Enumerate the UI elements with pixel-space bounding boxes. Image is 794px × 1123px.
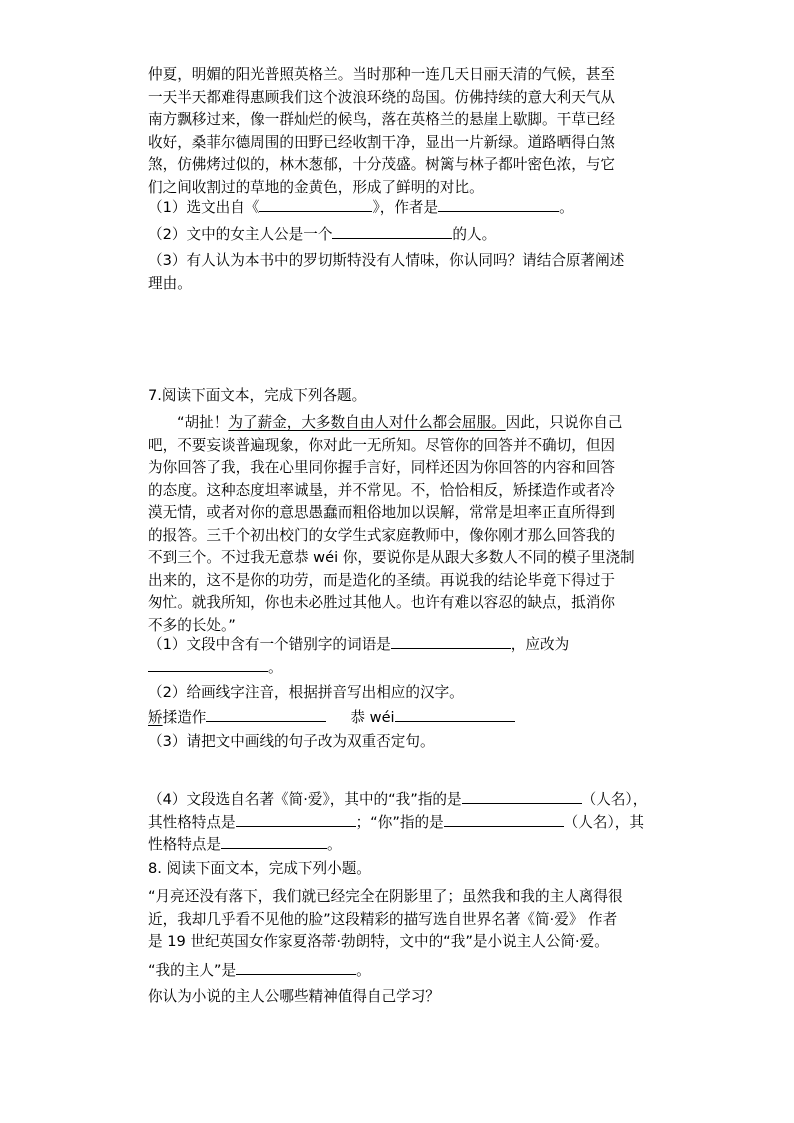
passage-line: 收好，桑菲尔德周围的田野已经收割干净，显出一片新绿。道路晒得白煞 [148, 133, 616, 151]
passage-line: “胡扯！为了薪金，大多数自由人对什么都会屈服。因此，只说你自己 [177, 414, 623, 431]
passage-line: 的态度。这种态度坦率诚垦，并不常见。不，恰恰相反，矫揉造作或者冷 [148, 481, 616, 499]
answer-blank[interactable] [438, 195, 559, 212]
question-7-4: （4）文段选自名著《简·爱》，其中的“我”指的是 （人名）， 其性格特点是 ；“你”指的是 （人名），其 性格特点是 。 [148, 787, 678, 855]
question-7-1: （1）文段中含有一个错别字的词语是 ，应改为 。 [148, 632, 678, 677]
answer-blank[interactable] [391, 632, 511, 649]
passage-line: 一天半天都难得惠顾我们这个波浪环绕的岛国。仿佛持续的意大利天气从 [148, 88, 616, 106]
underlined-char: 矫 [148, 708, 163, 726]
passage-line: 近，我却几乎看不见他的脸”这段精彩的描写选自世界名著《简·爱》 作者 [148, 910, 618, 928]
passage-line: 的报答。三千个初出校门的女学生式家庭教师中，像你刚才那么回答我的 [148, 526, 616, 544]
question-6-2: （2）文中的女主人公是一个 的人。 [148, 222, 678, 247]
answer-blank[interactable] [395, 705, 515, 722]
passage-line: 不到三个。不过我无意恭 wéi 你，要说你是从跟大多数人不同的模子里浇制 [148, 549, 635, 566]
passage-line: 仲夏，明媚的阳光普照英格兰。当时那种一连几天日丽天清的气候，甚至 [148, 66, 616, 83]
answer-blank[interactable] [332, 222, 452, 239]
passage-7 [148, 412, 678, 637]
passage-line: 为你回答了我，我在心里同你握手言好，同样还因为你回答的内容和回答 [148, 459, 616, 476]
question-6-1: （1）选文出自《 》，作者是 。 [148, 195, 678, 220]
answer-blank[interactable] [148, 655, 268, 672]
answer-blank[interactable] [462, 787, 582, 804]
answer-blank[interactable] [259, 195, 372, 212]
question-8-2: 你认为小说的主人公哪些精神值得自己学习？ [148, 988, 440, 1005]
passage-line: 吧，不要妄谈普遍现象，你对此一无所知。尽管你的回答并不确切，但因 [148, 436, 616, 454]
question-7-2: （2）给画线字注音，根据拼音写出相应的汉字。 矫揉造作 恭 wéi [148, 682, 678, 727]
question-8-1: “我的主人”是 。 [148, 958, 678, 983]
passage-6 [148, 64, 678, 199]
answer-blank[interactable] [206, 705, 326, 722]
passage-line: 匆忙。就我所知，你也未必胜过其他人。也许有难以容忍的缺点，抵消你 [148, 594, 616, 611]
question-7-title: 7.阅读下面文本，完成下列各题。 [148, 387, 367, 404]
question-8-title: 8. 阅读下面文本，完成下列小题。 [148, 860, 371, 877]
passage-line: 煞，仿佛烤过似的，林木葱郁，十分茂盛。树篱与林子都叶密色浓，与它 [148, 156, 616, 173]
passage-line: 是 19 世纪英国女作家夏洛蒂·勃朗特，文中的“我”是小说主人公简·爱。 [148, 933, 609, 950]
answer-blank[interactable] [236, 810, 356, 827]
passage-8 [148, 886, 678, 954]
answer-blank[interactable] [221, 832, 327, 849]
passage-line: 南方飘移过来，像一群灿烂的候鸟，落在英格兰的悬崖上歇脚。干草已经 [148, 111, 616, 128]
underlined-sentence: 为了薪金，大多数自由人对什么都会屈服。 [228, 414, 506, 431]
answer-blank[interactable] [236, 958, 356, 975]
passage-line: “月亮还没有落下，我们就已经完全在阴影里了；虽然我和我的主人离得很 [148, 888, 623, 905]
passage-line: 漠无情，或者对你的意思愚蠢而粗俗地加以误解，常常是坦率正直所得到 [148, 504, 616, 521]
passage-line: 们之间收割过的草地的金黄色，形成了鲜明的对比。 [148, 178, 484, 196]
answer-blank[interactable] [444, 810, 564, 827]
passage-line: 出来的，这不是你的功劳，而是造化的圣绩。再说我的结论毕竟下得过于 [148, 571, 616, 589]
question-6-3: （3）有人认为本书中的罗切斯特没有人情味，你认同吗？请结合原著阐述 理由。 [148, 252, 625, 292]
question-7-3: （3）请把文中画线的句子改为双重否定句。 [148, 733, 435, 750]
passage-line: 不多的长处。” [148, 616, 236, 634]
